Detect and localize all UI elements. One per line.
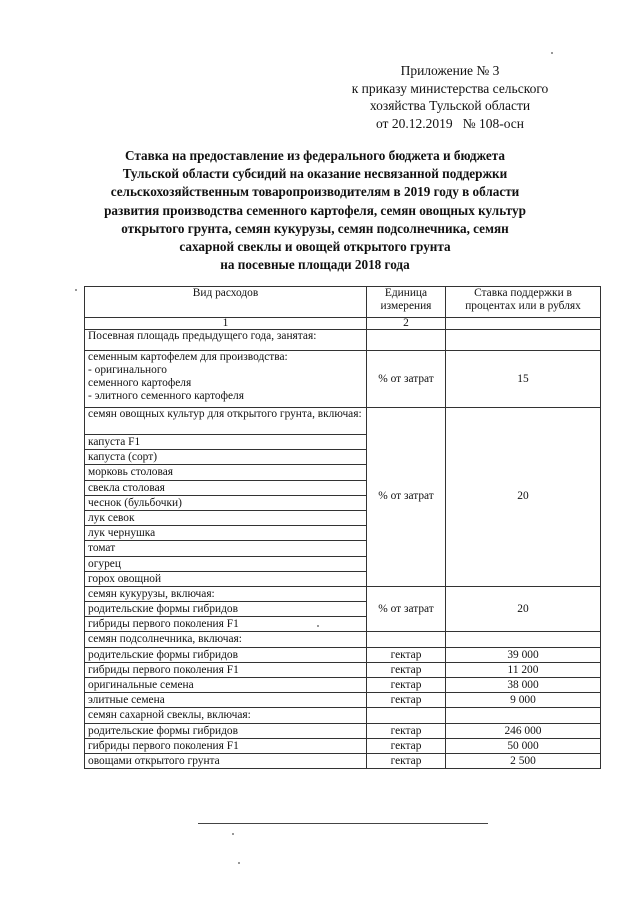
table-row — [85, 408, 601, 435]
crop-name: элитные семена — [85, 693, 367, 708]
crop-name: родительские формы гибридов — [85, 647, 367, 662]
table-row — [85, 647, 601, 662]
rate-cell: 20 — [446, 586, 601, 632]
title-line: сельскохозяйственным товаропроизводителям в 2019 году в области — [110, 184, 520, 200]
title-line: Ставка на предоставление из федерального бюджета и бюджета — [125, 148, 505, 163]
rate-cell: 2 500 — [446, 753, 601, 768]
title-line: открытого грунта, семян кукурузы, семян подсолнечника, семян — [121, 220, 509, 236]
rate-cell: 15 — [446, 351, 601, 408]
title-line: сахарной свеклы и овощей открытого грунта — [179, 239, 451, 255]
unit-cell: гектар — [367, 647, 446, 662]
crop-name: гибриды первого поколения F1 — [85, 617, 367, 632]
column-number: 1 — [85, 318, 367, 330]
unit-cell: гектар — [367, 662, 446, 677]
sugarbeet-header: семян сахарной свеклы, включая: — [85, 708, 367, 723]
unit-cell: гектар — [367, 738, 446, 753]
crop-name: гибриды первого поколения F1 — [85, 662, 367, 677]
unit-cell: гектар — [367, 753, 446, 768]
scan-speck — [317, 625, 319, 627]
header-rate: Ставка поддержки в процентах или в рублях — [446, 287, 601, 318]
rate-cell: 9 000 — [446, 693, 601, 708]
table-row — [85, 678, 601, 693]
table-row — [85, 662, 601, 677]
title-line: Тульской области субсидий на оказание несвязанной поддержки — [122, 166, 508, 182]
unit-cell: % от затрат — [367, 408, 446, 587]
document-title — [95, 147, 535, 274]
unit-cell: гектар — [367, 678, 446, 693]
header-expense-type: Вид расходов — [85, 287, 367, 318]
rate-cell: 20 — [446, 408, 601, 587]
unit-cell: гектар — [367, 693, 446, 708]
table-row — [85, 586, 601, 601]
vegetables-header: семян овощных культур для открытого грунта, включая: — [85, 408, 367, 435]
footer-divider — [198, 823, 488, 824]
appendix-line: к приказу министерства сельского — [351, 80, 549, 96]
crop-name: лук чернушка — [85, 526, 367, 541]
table-row — [85, 723, 601, 738]
crop-name: горох овощной — [85, 571, 367, 586]
crop-name: родительские формы гибридов — [85, 602, 367, 617]
rates-table — [84, 286, 601, 769]
rate-cell: 39 000 — [446, 647, 601, 662]
crop-name: морковь столовая — [85, 465, 367, 480]
sunflower-header: семян подсолнечника, включая: — [85, 632, 367, 647]
crop-name: гибриды первого поколения F1 — [85, 738, 367, 753]
appendix-block — [330, 62, 570, 132]
crop-name: томат — [85, 541, 367, 556]
corn-header: семян кукурузы, включая: — [85, 586, 367, 601]
table-row — [85, 351, 601, 408]
table-row — [85, 753, 601, 768]
crop-name: оригинальные семена — [85, 678, 367, 693]
crop-name: капуста (сорт) — [85, 450, 367, 465]
crop-name: лук севок — [85, 510, 367, 525]
scan-speck — [238, 862, 240, 864]
table-row — [85, 693, 601, 708]
table-row — [85, 632, 601, 647]
scan-speck — [551, 52, 553, 54]
crop-name: огурец — [85, 556, 367, 571]
intro-cell: Посевная площадь предыдущего года, занятая: — [85, 330, 367, 351]
scan-speck — [232, 833, 234, 835]
title-line: развития производства семенного картофеля, семян овощных культур — [104, 202, 526, 218]
unit-cell: % от затрат — [367, 351, 446, 408]
table-row — [85, 708, 601, 723]
appendix-line: Приложение № 3 — [400, 63, 500, 78]
appendix-line: от 20.12.2019 № 108-осн — [375, 115, 525, 131]
column-number: 2 — [367, 318, 446, 330]
appendix-line: хозяйства Тульской области — [369, 98, 531, 113]
rate-cell: 50 000 — [446, 738, 601, 753]
potato-cell: семенным картофелем для производства: - оригинального семенного картофеля - элитного семенного картофеля — [85, 351, 367, 408]
crop-name: овощами открытого грунта — [85, 753, 367, 768]
table-header-row — [85, 287, 601, 318]
table-row — [85, 738, 601, 753]
column-number-row — [85, 318, 601, 330]
crop-name: капуста F1 — [85, 435, 367, 450]
rate-cell: 11 200 — [446, 662, 601, 677]
crop-name: родительские формы гибридов — [85, 723, 367, 738]
unit-cell: гектар — [367, 723, 446, 738]
rate-cell: 246 000 — [446, 723, 601, 738]
scan-speck — [75, 289, 77, 291]
crop-name: свекла столовая — [85, 480, 367, 495]
rate-cell: 38 000 — [446, 678, 601, 693]
title-line: на посевные площади 2018 года — [220, 257, 410, 273]
crop-name: чеснок (бульбочки) — [85, 495, 367, 510]
unit-cell: % от затрат — [367, 586, 446, 632]
table-row — [85, 330, 601, 351]
header-unit: Единица измерения — [367, 287, 446, 318]
